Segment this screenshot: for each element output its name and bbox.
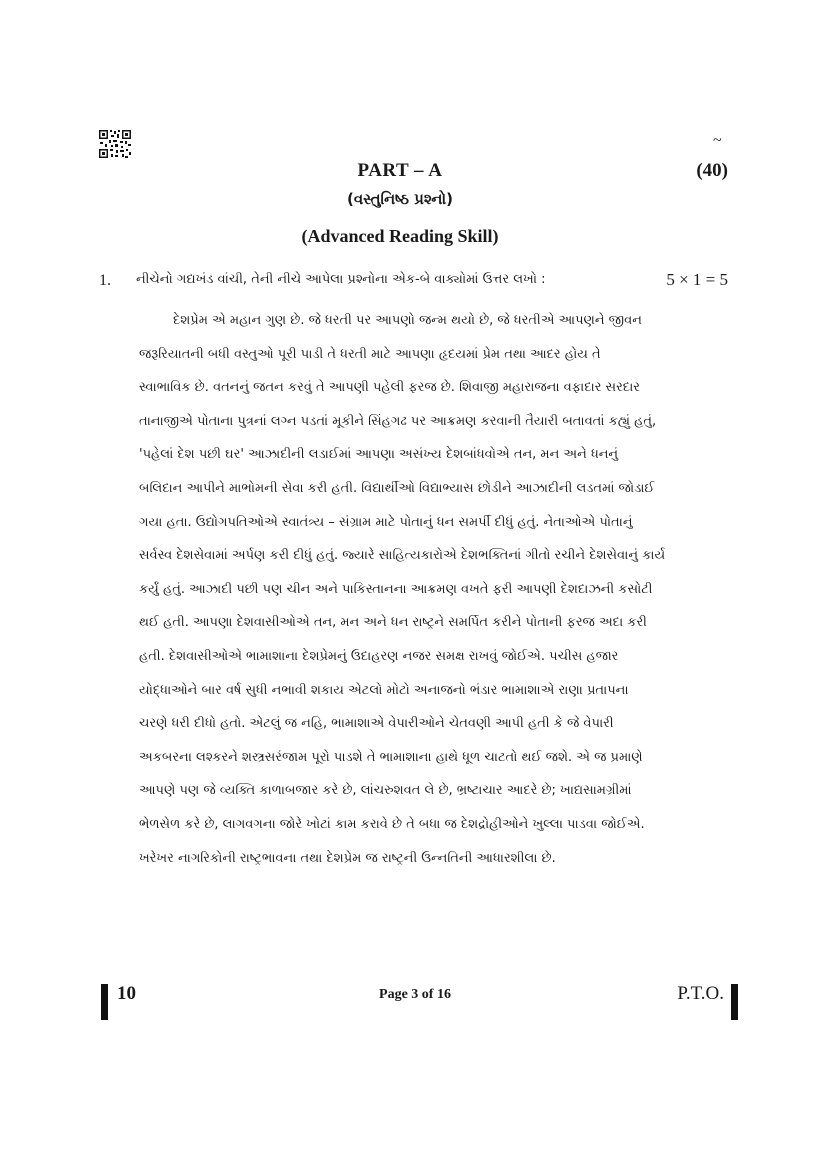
section-subtitle-gujarati: (વસ્તુનિષ્ઠ પ્રશ્નો) bbox=[346, 190, 453, 208]
corner-tilde-mark: ~ bbox=[713, 132, 722, 149]
passage-line: અકબરના લશ્કરને શસ્ત્રસરંજામ પૂરો પાડશે તે ભામાશાના હાથે ધૂળ ચાટતો થઈ જશે. એ જ પ્રમાણે bbox=[139, 749, 643, 765]
reading-passage bbox=[139, 304, 729, 875]
passage-line: ભેળસેળ કરે છે, લાગવગના જોરે ખોટાં કામ કરાવે છે તે બધા જ દેશદ્રોહીઓને ખુલ્લા પાડવા જોઈએ. bbox=[139, 816, 645, 832]
footer-paper-code: 10 bbox=[117, 983, 136, 1004]
section-subtitle-english: (Advanced Reading Skill) bbox=[301, 226, 499, 246]
question-instruction: નીચેનો ગદ્યખંડ વાંચી, તેની નીચે આપેલા પ્રશ્નોના એક-બે વાક્યોમાં ઉત્તર લખો : bbox=[136, 272, 546, 287]
footer-pto: P.T.O. bbox=[677, 983, 724, 1004]
footer-left-bar bbox=[101, 984, 108, 1020]
passage-line: 'પહેલાં દેશ પછી ઘર' આઝાદીની લડાઈમાં આપણા અસંખ્ય દેશબાંધવોએ તન, મન અને ધનનું bbox=[139, 447, 619, 463]
passage-line: તાનાજીએ પોતાના પુત્રનાં લગ્ન પડતાં મૂકીને સિંહગઢ પર આક્રમણ કરવાની તૈયારી બતાવતાં કહ્યું હતું, bbox=[139, 413, 657, 429]
passage-line: બલિદાન આપીને માભોમની સેવા કરી હતી. વિદ્યાર્થીઓ વિદ્યાભ્યાસ છોડીને આઝાદીની લડતમાં જોડાઈ bbox=[139, 480, 655, 496]
passage-line: ચરણે ધરી દીધો હતો. એટલું જ નહિ, ભામાશાએ વેપારીઓને ચેતવણી આપી હતી કે જે વેપારી bbox=[139, 716, 614, 732]
part-title: PART – A bbox=[357, 160, 443, 181]
question-marks: 5 × 1 = 5 bbox=[666, 270, 728, 289]
section-total-marks: (40) bbox=[696, 160, 728, 181]
passage-line: યોદ્ધાઓને બાર વર્ષ સુધી નભાવી શકાય એટલો મોટો અનાજનો ભંડાર ભામાશાએ રાણા પ્રતાપના bbox=[139, 682, 629, 698]
passage-line: હતી. દેશવાસીઓએ ભામાશાના દેશપ્રેમનું ઉદાહરણ નજર સમક્ષ રાખવું જોઈએ. પચીસ હજાર bbox=[139, 648, 619, 664]
passage-line: દેશપ્રેમ એ મહાન ગુણ છે. જે ધરતી પર આપણો જન્મ થયો છે, જે ધરતીએ આપણને જીવન bbox=[173, 313, 642, 328]
passage-line: સર્વસ્વ દેશસેવામાં અર્પણ કરી દીધું હતું. જ્યારે સાહિત્યકારોએ દેશભક્તિનાં ગીતો રચીને દેશસેવાનું કાર્ય bbox=[139, 548, 666, 564]
question-number: 1. bbox=[99, 272, 111, 289]
passage-line: ગયા હતા. ઉદ્યોગપતિઓએ સ્વાતંત્ર્ય – સંગ્રામ માટે પોતાનું ધન સમર્પી દીધું હતું. નેતાઓએ પોતાનું bbox=[139, 514, 633, 530]
footer-page-number: Page 3 of 16 bbox=[379, 987, 451, 1002]
passage-line: કર્યું હતું. આઝાદી પછી પણ ચીન અને પાકિસ્તાનના આક્રમણ વખતે ફરી આપણી દેશદાઝની કસોટી bbox=[139, 581, 653, 597]
passage-line: આપણે પણ જે વ્યક્તિ કાળાબજાર કરે છે, લાંચરુશવત લે છે, ભ્રષ્ટાચાર આદરે છે; ખાદ્યસામગ્રીમાં bbox=[139, 783, 632, 799]
passage-line: સ્વાભાવિક છે. વતનનું જતન કરવું તે આપણી પહેલી ફરજ છે. શિવાજી મહારાજના વફાદાર સરદાર bbox=[139, 380, 640, 396]
footer-right-bar bbox=[731, 984, 738, 1020]
passage-line: થઈ હતી. આપણા દેશવાસીઓએ તન, મન અને ધન રાષ્ટ્રને સમર્પિત કરીને પોતાની ફરજ અદા કરી bbox=[139, 615, 647, 631]
qr-code-icon bbox=[98, 129, 132, 159]
passage-line: જરૂરિયાતની બધી વસ્તુઓ પૂરી પાડી તે ધરતી માટે આપણા હૃદયમાં પ્રેમ તથા આદર હોય તે bbox=[139, 346, 601, 362]
passage-line: ખરેખર નાગરિકોની રાષ્ટ્રભાવના તથા દેશપ્રેમ જ રાષ્ટ્રની ઉન્નતિની આધારશીલા છે. bbox=[139, 850, 556, 866]
